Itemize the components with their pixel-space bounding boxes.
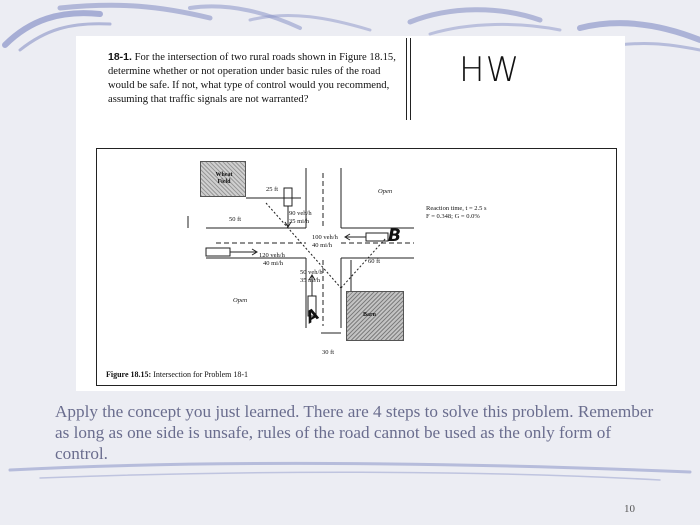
speed-label-35b: 35 mi/h	[300, 277, 321, 284]
speed-label-40b: 40 mi/h	[263, 260, 284, 267]
handwritten-hw-note: HW	[459, 50, 521, 90]
figure-border	[616, 148, 617, 386]
dimension-25ft: 25 ft	[266, 186, 279, 193]
open-label-top: Open	[378, 188, 393, 195]
figure-caption-text: Intersection for Problem 18-1	[153, 370, 249, 379]
problem-number: 18-1.	[108, 51, 132, 63]
slide-body-text: Apply the concept you just learned. There are 4 steps to solve this problem. Remember as long as one side is unsafe, rules of the road cannot be used as the only form of control.	[55, 402, 654, 463]
intersection-diagram	[96, 148, 616, 386]
flow-label-50: 50 veh/h	[300, 269, 323, 276]
speed-label-40a: 40 mi/h	[312, 242, 333, 249]
handwritten-b-label: B	[388, 226, 401, 246]
speed-label-35a: 35 mi/h	[289, 218, 310, 225]
handwritten-a-label: A	[302, 304, 323, 327]
flow-label-100: 100 veh/h	[312, 234, 338, 241]
barn	[346, 291, 404, 341]
dimension-50ft: 50 ft	[229, 216, 242, 223]
reaction-time-note: Reaction time, t = 2.5 s	[426, 205, 487, 212]
problem-text: For the intersection of two rural roads shown in Figure 18.15, determine whether or not operation under basic rules of the road would be safe. If not, what type of control would you recommend, assuming that traffic signals are not warranted?	[108, 52, 396, 105]
slide-page-number: 10	[624, 503, 635, 515]
figure-caption	[106, 370, 248, 379]
problem-statement	[108, 50, 400, 107]
flow-label-90: 90 veh/h	[289, 210, 312, 217]
dimension-30ft: 30 ft	[322, 349, 335, 356]
friction-grade-note: F = 0.348; G = 0.0%	[426, 213, 480, 220]
wheat-field-label: Wheat Field	[215, 172, 233, 185]
barn-label: Barn	[363, 312, 377, 318]
flow-label-120: 120 veh/h	[259, 252, 285, 259]
wheat-field	[200, 161, 246, 197]
scanned-problem-page	[76, 36, 625, 391]
open-label-bottom: Open	[233, 297, 248, 304]
margin-line	[406, 38, 407, 120]
margin-line	[410, 38, 411, 120]
dimension-60ft: 60 ft	[368, 258, 381, 265]
figure-caption-label: Figure 18.15:	[106, 370, 152, 379]
figure-18-15	[96, 148, 617, 386]
